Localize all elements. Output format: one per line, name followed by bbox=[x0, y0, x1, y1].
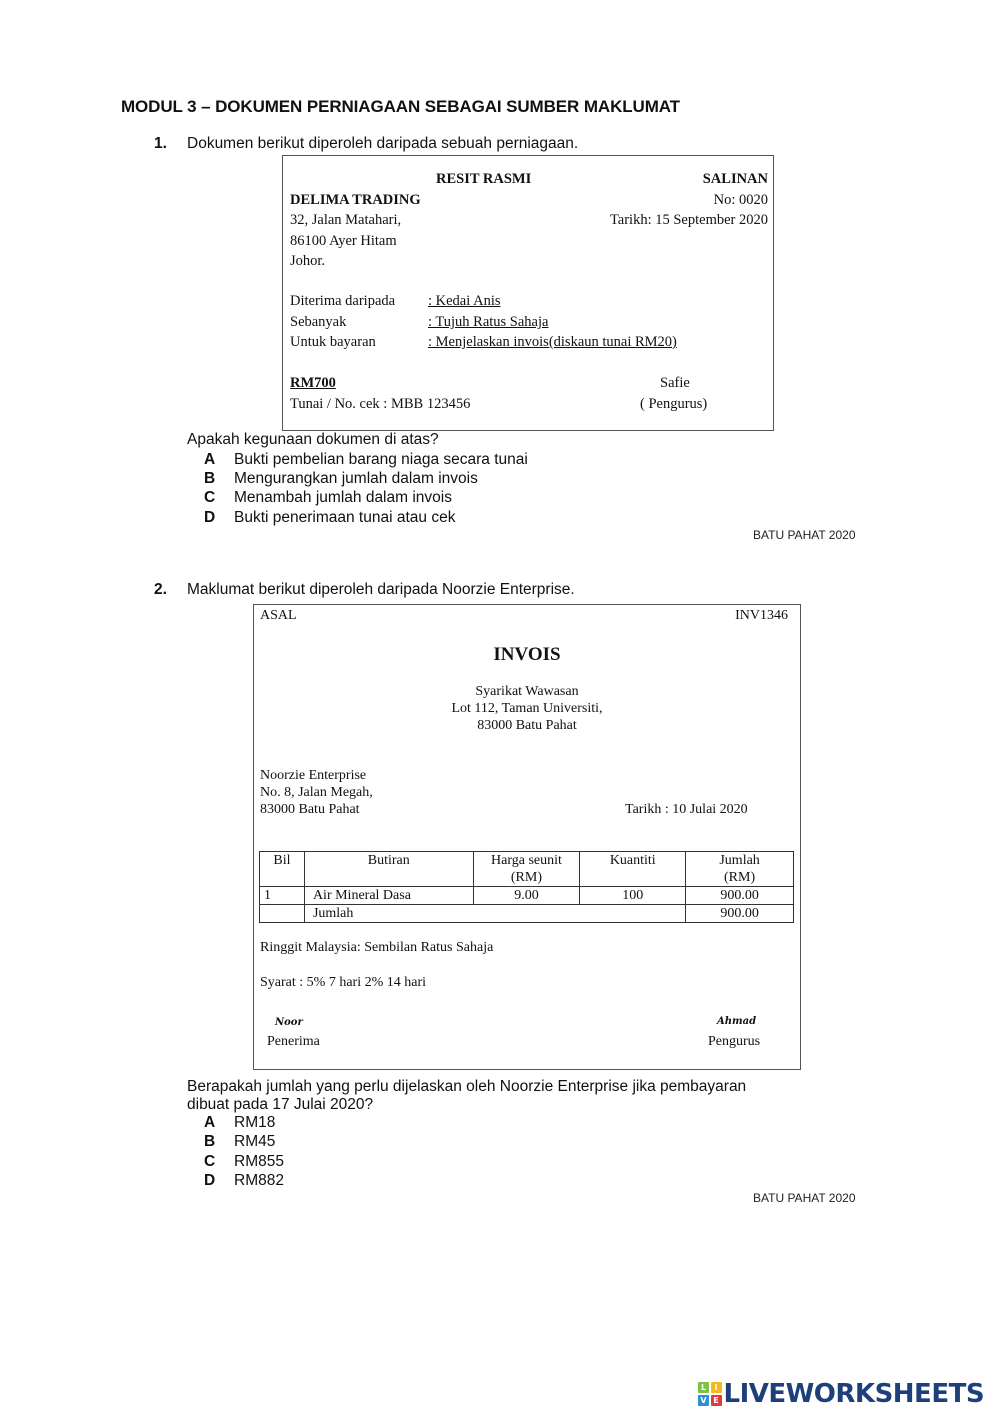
buyer-line: No. 8, Jalan Megah, bbox=[260, 785, 373, 800]
question-text-line1: Berapakah jumlah yang perlu dijelaskan oleh Noorzie Enterprise jika pembayaran bbox=[187, 1078, 747, 1095]
module-title: MODUL 3 – DOKUMEN PERNIAGAAN SEBAGAI SUMBER MAKLUMAT bbox=[121, 97, 680, 116]
buyer-line: 83000 Batu Pahat bbox=[260, 802, 360, 817]
option-text: Mengurangkan jumlah dalam invois bbox=[234, 470, 478, 487]
question-prompt: Dokumen berikut diperoleh daripada sebuah perniagaan. bbox=[187, 135, 579, 152]
header-harga: Harga seunit (RM) bbox=[473, 852, 580, 887]
total-label: Jumlah bbox=[304, 905, 685, 923]
option-letter: D bbox=[204, 1172, 216, 1189]
table-total-row bbox=[260, 905, 794, 923]
seller-line: Syarikat Wawasan bbox=[475, 684, 579, 699]
receiver-signature: Noor bbox=[275, 1017, 303, 1028]
seller-line: 83000 Batu Pahat bbox=[477, 718, 577, 733]
option-c[interactable] bbox=[204, 1153, 284, 1171]
option-text: Bukti pembelian barang niaga secara tunai bbox=[234, 451, 528, 468]
official-receipt bbox=[282, 155, 774, 431]
invoice-number: INV1346 bbox=[735, 608, 788, 623]
invoice-date: Tarikh : 10 Julai 2020 bbox=[625, 802, 748, 817]
option-text: RM855 bbox=[234, 1153, 284, 1170]
option-d[interactable] bbox=[204, 509, 455, 527]
question-prompt: Maklumat berikut diperoleh daripada Noorzie Enterprise. bbox=[187, 581, 575, 598]
manager-signature: Ahmad bbox=[717, 1016, 757, 1027]
header-jumlah: Jumlah (RM) bbox=[686, 852, 794, 887]
option-letter: B bbox=[204, 1133, 216, 1150]
cell-jumlah: 900.00 bbox=[686, 887, 794, 905]
option-text: RM882 bbox=[234, 1172, 284, 1189]
receipt-payment: Tunai / No. cek : MBB 123456 bbox=[290, 396, 471, 412]
logo-text: LIVEWORKSHEETS bbox=[723, 1379, 985, 1409]
logo-square-l: L bbox=[698, 1382, 709, 1393]
payment-terms: Syarat : 5% 7 hari 2% 14 hari bbox=[260, 975, 427, 990]
question-text: Apakah kegunaan dokumen di atas? bbox=[187, 431, 439, 448]
option-letter: A bbox=[204, 451, 216, 468]
receipt-address-line: 86100 Ayer Hitam bbox=[290, 233, 397, 249]
option-d[interactable] bbox=[204, 1172, 284, 1190]
logo-square-e: E bbox=[711, 1395, 722, 1406]
receipt-field-label: Diterima daripada bbox=[290, 293, 396, 309]
receipt-signer: Safie bbox=[660, 375, 690, 391]
receipt-address-line: Johor. bbox=[290, 253, 326, 269]
receiver-label: Penerima bbox=[267, 1034, 320, 1049]
question-number: 1. bbox=[154, 135, 167, 152]
cell-kuantiti: 100 bbox=[580, 887, 686, 905]
logo-icon bbox=[698, 1382, 722, 1406]
question-number: 2. bbox=[154, 581, 167, 598]
liveworksheets-logo bbox=[698, 1381, 984, 1407]
receipt-signer-title: ( Pengurus) bbox=[640, 396, 708, 412]
option-letter: C bbox=[204, 1153, 216, 1170]
option-a[interactable] bbox=[204, 451, 528, 469]
total-value: 900.00 bbox=[686, 905, 794, 923]
receipt-field-label: Sebanyak bbox=[290, 314, 347, 330]
receipt-field-value: : Kedai Anis bbox=[428, 293, 501, 309]
cell-butiran: Air Mineral Dasa bbox=[304, 887, 473, 905]
receipt-amount: RM700 bbox=[290, 375, 336, 391]
header-butiran: Butiran bbox=[304, 852, 473, 887]
question-source: BATU PAHAT 2020 bbox=[753, 528, 856, 542]
receipt-address-line: 32, Jalan Matahari, bbox=[290, 212, 402, 228]
receipt-title: RESIT RASMI bbox=[436, 171, 532, 187]
receipt-number: No: 0020 bbox=[713, 192, 768, 208]
table-header-row bbox=[260, 852, 794, 887]
logo-square-i: I bbox=[711, 1382, 722, 1393]
cell-bil: 1 bbox=[260, 887, 305, 905]
option-text: RM45 bbox=[234, 1133, 276, 1150]
receipt-company: DELIMA TRADING bbox=[290, 192, 421, 208]
receipt-field-value: : Menjelaskan invois(diskaun tunai RM20) bbox=[428, 334, 677, 350]
receipt-field-value: : Tujuh Ratus Sahaja bbox=[428, 314, 549, 330]
amount-in-words: Ringgit Malaysia: Sembilan Ratus Sahaja bbox=[260, 940, 494, 955]
cell-empty bbox=[260, 905, 305, 923]
manager-label: Pengurus bbox=[708, 1034, 761, 1049]
receipt-field-label: Untuk bayaran bbox=[290, 334, 376, 350]
invoice-title: INVOIS bbox=[493, 644, 561, 665]
receipt-date: Tarikh: 15 September 2020 bbox=[609, 212, 768, 228]
header-bil: Bil bbox=[260, 852, 305, 887]
option-letter: A bbox=[204, 1114, 216, 1131]
option-text: Bukti penerimaan tunai atau cek bbox=[234, 509, 456, 526]
table-row bbox=[260, 887, 794, 905]
question-source: BATU PAHAT 2020 bbox=[753, 1191, 856, 1205]
buyer-line: Noorzie Enterprise bbox=[260, 768, 367, 783]
option-letter: D bbox=[204, 509, 216, 526]
option-text: RM18 bbox=[234, 1114, 276, 1131]
option-text: Menambah jumlah dalam invois bbox=[234, 489, 452, 506]
invoice-document bbox=[253, 604, 801, 1070]
invoice-copy-label: ASAL bbox=[260, 608, 297, 623]
cell-harga: 9.00 bbox=[473, 887, 580, 905]
option-c[interactable] bbox=[204, 489, 452, 507]
receipt-copy-label: SALINAN bbox=[702, 171, 768, 187]
invoice-table bbox=[259, 851, 794, 923]
option-b[interactable] bbox=[204, 1133, 275, 1151]
option-a[interactable] bbox=[204, 1114, 275, 1132]
option-letter: C bbox=[204, 489, 216, 506]
option-letter: B bbox=[204, 470, 216, 487]
option-b[interactable] bbox=[204, 470, 478, 488]
question-text-line2: dibuat pada 17 Julai 2020? bbox=[187, 1096, 374, 1113]
seller-line: Lot 112, Taman Universiti, bbox=[451, 701, 603, 716]
logo-square-v: V bbox=[698, 1395, 709, 1406]
header-kuantiti: Kuantiti bbox=[580, 852, 686, 887]
